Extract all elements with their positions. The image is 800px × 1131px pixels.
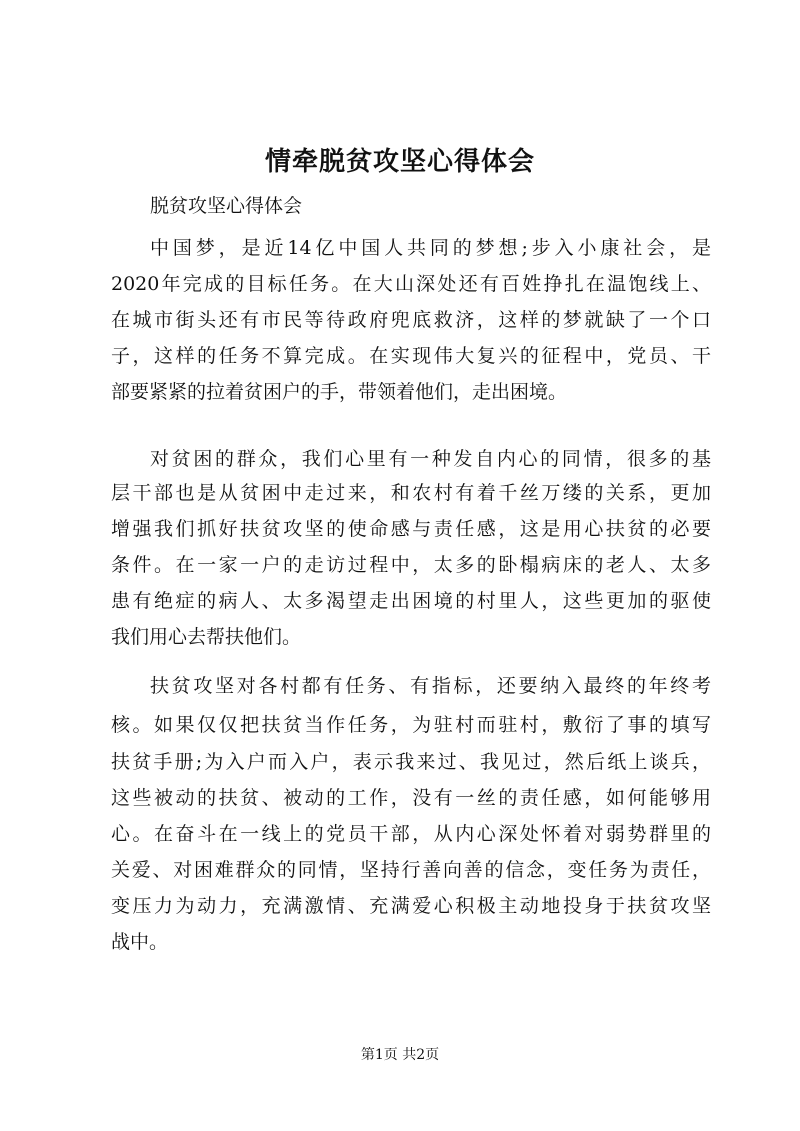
document-subtitle: 脱贫攻坚心得体会 — [150, 195, 303, 217]
paragraph-3-line-5: 心。在奋斗在一线上的党员干部，从内心深处怀着对弱势群里的 — [111, 823, 711, 845]
paragraph-2-line-5: 患有绝症的病人、太多渴望走出困境的村里人，这些更加的驱使 — [111, 590, 711, 612]
paragraph-3-line-3: 扶贫手册;为入户而入户，表示我来过、我见过，然后纸上谈兵， — [111, 751, 711, 773]
paragraph-2-line-2: 层干部也是从贫困中走过来，和农村有着千丝万缕的关系，更加 — [111, 482, 711, 504]
paragraph-2-line-6: 我们用心去帮扶他们。 — [111, 626, 302, 648]
paragraph-2-line-1: 对贫困的群众，我们心里有一种发自内心的同情，很多的基 — [150, 448, 711, 470]
document-title: 情牵脱贫攻坚心得体会 — [264, 147, 535, 177]
paragraph-3-line-8: 战中。 — [111, 931, 169, 953]
paragraph-2-line-3: 增强我们抓好扶贫攻坚的使命感与责任感，这是用心扶贫的必要 — [111, 518, 711, 540]
paragraph-3-line-6: 关爱、对困难群众的同情，坚持行善向善的信念，变任务为责任， — [111, 859, 711, 881]
page-footer: 第1页 共2页 — [360, 1047, 440, 1063]
paragraph-3-line-1: 扶贫攻坚对各村都有任务、有指标，还要纳入最终的年终考 — [150, 675, 711, 697]
paragraph-1-line-1: 中国梦，是近14亿中国人共同的梦想;步入小康社会，是 — [150, 237, 711, 259]
paragraph-1-line-2: 2020年完成的目标任务。在大山深处还有百姓挣扎在温饱线上、 — [111, 273, 711, 295]
paragraph-3-line-2: 核。如果仅仅把扶贫当作任务，为驻村而驻村，敷衍了事的填写 — [111, 714, 711, 736]
paragraph-1-line-3: 在城市街头还有市民等待政府兜底救济，这样的梦就缺了一个口 — [111, 309, 711, 331]
paragraph-1-line-5: 部要紧紧的拉着贫困户的手，带领着他们，走出困境。 — [111, 381, 568, 403]
paragraph-3-line-4: 这些被动的扶贫、被动的工作，没有一丝的责任感，如何能够用 — [111, 787, 711, 809]
paragraph-1-line-4: 子，这样的任务不算完成。在实现伟大复兴的征程中，党员、干 — [111, 345, 711, 367]
paragraph-3-line-7: 变压力为动力，充满激情、充满爱心积极主动地投身于扶贫攻坚 — [111, 895, 711, 917]
paragraph-2-line-4: 条件。在一家一户的走访过程中，太多的卧榻病床的老人、太多 — [111, 554, 711, 576]
